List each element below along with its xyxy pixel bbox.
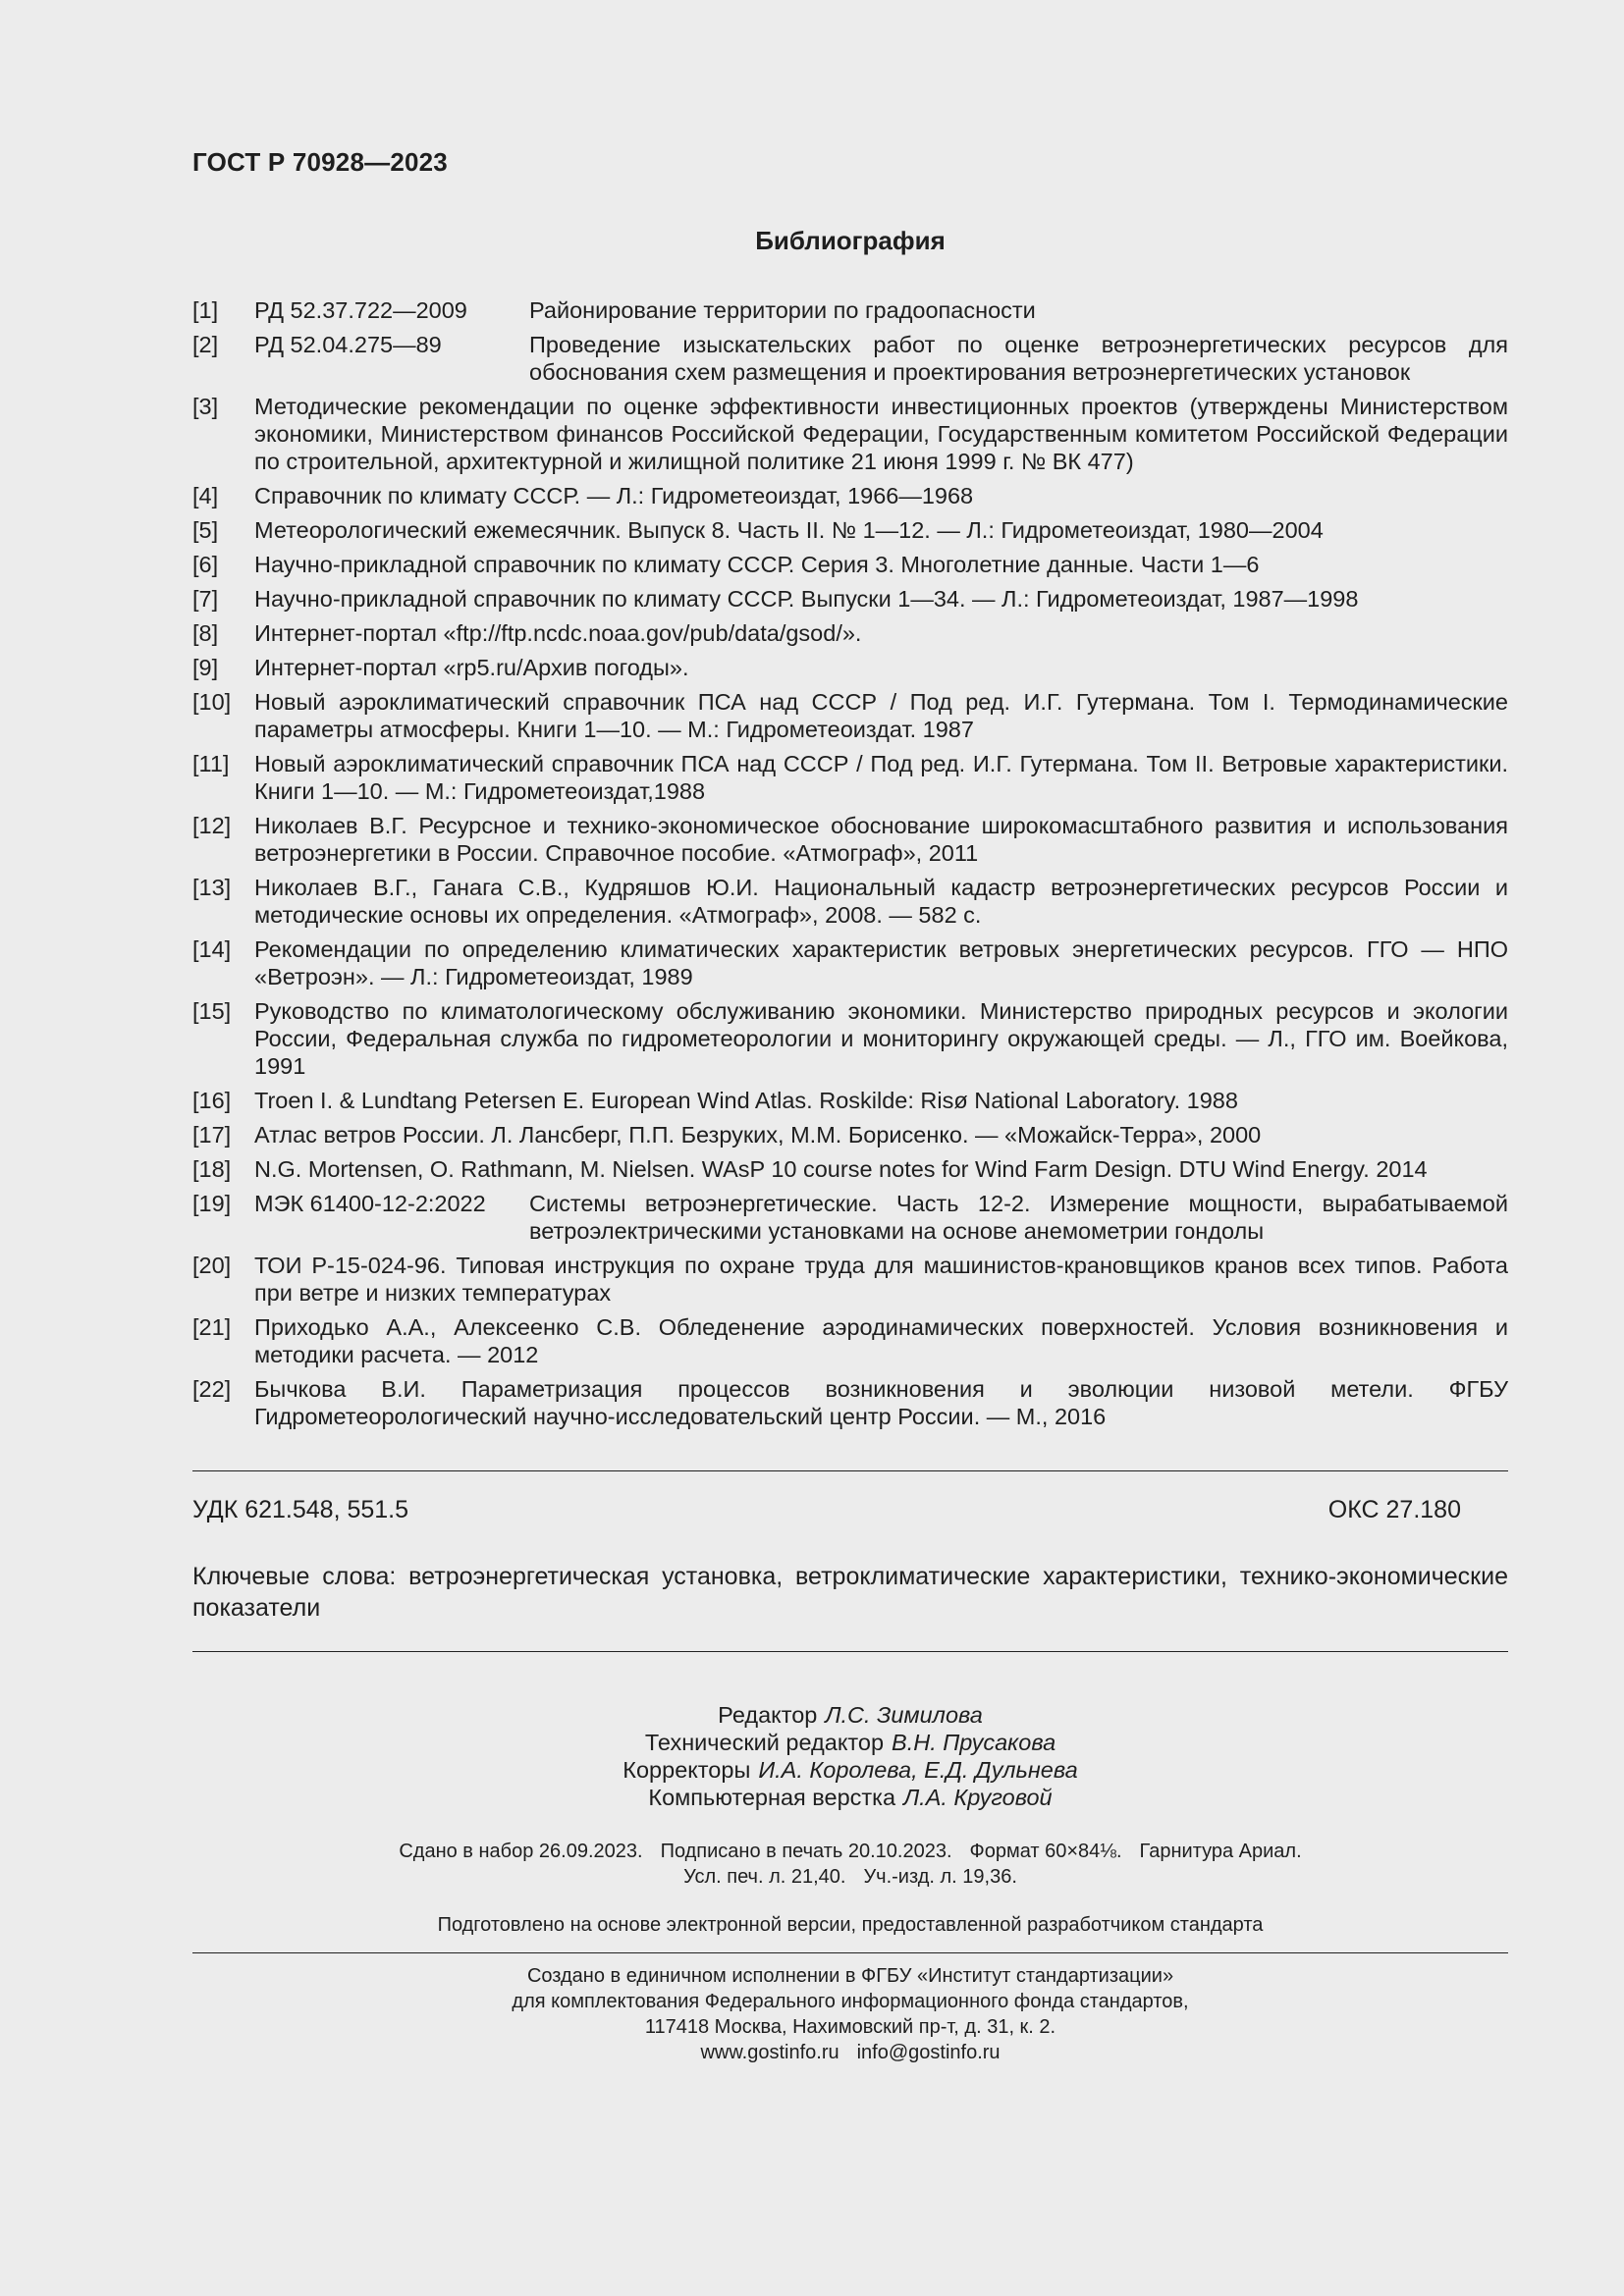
bib-item-18 bbox=[192, 1155, 1508, 1183]
bib-item-9 bbox=[192, 654, 1508, 681]
publisher-info bbox=[192, 1963, 1508, 2065]
bib-text: Руководство по климатологическому обслуживанию экономики. Министерство природных ресурсов и экологии России, Федеральная служба по гидрометеорологии и мониторингу окружающей среды. — Л., ГГО им. Воейкова, 1991 bbox=[254, 998, 1508, 1079]
bib-number: [17] bbox=[192, 1122, 232, 1148]
bib-number: [8] bbox=[192, 620, 219, 646]
print-info bbox=[192, 1839, 1508, 1890]
print-info-line-2 bbox=[192, 1864, 1508, 1890]
staff-layout bbox=[192, 1784, 1508, 1811]
publisher-address: 117418 Москва, Нахимовский пр-т, д. 31, к. 2. bbox=[644, 2016, 1056, 2038]
staff-role: Компьютерная верстка bbox=[648, 1785, 896, 1810]
bib-item-20 bbox=[192, 1252, 1508, 1307]
document-code: ГОСТ Р 70928—2023 bbox=[192, 147, 448, 177]
bib-number: [22] bbox=[192, 1376, 232, 1402]
bib-text: Troen I. & Lundtang Petersen E. European Wind Atlas. Roskilde: Risø National Laboratory. 1988 bbox=[254, 1088, 1238, 1113]
print-sheets: Усл. печ. л. 21,40. bbox=[683, 1866, 846, 1888]
staff-name: Л.А. Круговой bbox=[903, 1785, 1053, 1810]
bib-number: [21] bbox=[192, 1314, 232, 1340]
publisher-line-1: Создано в единичном исполнении в ФГБУ «Институт стандартизации» bbox=[526, 1965, 1174, 1987]
bib-number: [4] bbox=[192, 483, 219, 508]
bib-number: [14] bbox=[192, 936, 232, 962]
staff-role: Технический редактор bbox=[644, 1730, 885, 1755]
bib-item-21 bbox=[192, 1313, 1508, 1368]
staff-name: Л.С. Зимилова bbox=[825, 1702, 983, 1728]
bib-code: РД 52.04.275—89 bbox=[254, 332, 442, 357]
print-info-line-1 bbox=[192, 1839, 1508, 1864]
bib-number: [6] bbox=[192, 552, 219, 577]
publisher-sheets: Уч.-изд. л. 19,36. bbox=[863, 1866, 1017, 1888]
staff-role: Корректоры bbox=[623, 1757, 751, 1783]
bib-item-15 bbox=[192, 997, 1508, 1080]
staff-role: Редактор bbox=[718, 1702, 818, 1728]
bibliography-list bbox=[192, 296, 1508, 1437]
classification-row bbox=[192, 1496, 1508, 1524]
bib-number: [18] bbox=[192, 1156, 232, 1182]
bib-text: Справочник по климату СССР. — Л.: Гидрометеоиздат, 1966—1968 bbox=[254, 483, 974, 508]
publisher-contacts bbox=[192, 2040, 1508, 2065]
bib-text: Методические рекомендации по оценке эффективности инвестиционных проектов (утверждены Министерством экономики, Министерством финансов Российской Федерации, Государственным комитетом Российской Федерации по строительной, архитектурной и жилищной политике 21 июня 1999 г. № ВК 477) bbox=[254, 394, 1508, 474]
bib-item-3 bbox=[192, 393, 1508, 475]
staff-tech-editor bbox=[192, 1729, 1508, 1756]
prepared-note: Подготовлено на основе электронной версии, предоставленной разработчиком стандарта bbox=[437, 1914, 1264, 1936]
bib-text: Рекомендации по определению климатических характеристик ветровых энергетических ресурсов. ГГО — НПО «Ветроэн». — Л.: Гидрометеоиздат, 1989 bbox=[254, 936, 1508, 989]
bib-item-6 bbox=[192, 551, 1508, 578]
bib-text: Районирование территории по градоопасности bbox=[529, 297, 1036, 323]
typeset-date: Сдано в набор 26.09.2023. bbox=[399, 1841, 643, 1862]
bib-number: [15] bbox=[192, 998, 232, 1024]
bib-number: [11] bbox=[192, 751, 230, 776]
bib-item-5 bbox=[192, 516, 1508, 544]
bib-text: Системы ветроэнергетические. Часть 12-2. Измерение мощности, вырабатываемой ветроэлектрическими установками на основе анемометрии гондолы bbox=[529, 1191, 1508, 1244]
paper-format: Формат 60×84⅛. bbox=[969, 1841, 1122, 1862]
bib-text: Приходько А.А., Алексеенко С.В. Обледенение аэродинамических поверхностей. Условия возникновения и методики расчета. — 2012 bbox=[254, 1314, 1508, 1367]
bib-code: РД 52.37.722—2009 bbox=[254, 297, 467, 323]
bib-number: [1] bbox=[192, 297, 219, 323]
bib-text: Научно-прикладной справочник по климату СССР. Серия 3. Многолетние данные. Части 1—6 bbox=[254, 552, 1260, 577]
bib-text: Интернет-портал «rp5.ru/Архив погоды». bbox=[254, 655, 689, 680]
bib-number: [20] bbox=[192, 1253, 232, 1278]
bib-text: Бычкова В.И. Параметризация процессов возникновения и эволюции низовой метели. ФГБУ Гидрометеорологический научно-исследовательский центр России. — М., 2016 bbox=[254, 1376, 1508, 1429]
bib-code: МЭК 61400-12-2:2022 bbox=[254, 1191, 486, 1216]
staff-credits bbox=[192, 1701, 1508, 1811]
bib-number: [12] bbox=[192, 813, 232, 838]
bib-text: Метеорологический ежемесячник. Выпуск 8. Часть II. № 1—12. — Л.: Гидрометеоиздат, 1980—2004 bbox=[254, 517, 1324, 543]
bib-number: [5] bbox=[192, 517, 219, 543]
bib-item-12 bbox=[192, 812, 1508, 867]
bib-text: Научно-прикладной справочник по климату СССР. Выпуски 1—34. — Л.: Гидрометеоиздат, 1987—1998 bbox=[254, 586, 1359, 612]
signed-date: Подписано в печать 20.10.2023. bbox=[660, 1841, 952, 1862]
bib-number: [7] bbox=[192, 586, 219, 612]
staff-editor bbox=[192, 1701, 1508, 1729]
bib-number: [3] bbox=[192, 394, 219, 419]
divider-top bbox=[192, 1470, 1508, 1471]
bib-item-22 bbox=[192, 1375, 1508, 1430]
bibliography-title: Библиография bbox=[755, 226, 946, 255]
divider-bottom bbox=[192, 1952, 1508, 1953]
publisher-line-2: для комплектования Федерального информационного фонда стандартов, bbox=[512, 1991, 1189, 2012]
bib-item-17 bbox=[192, 1121, 1508, 1148]
bib-item-13 bbox=[192, 874, 1508, 929]
bib-item-10 bbox=[192, 688, 1508, 743]
bib-item-2 bbox=[192, 331, 1508, 386]
bib-item-16 bbox=[192, 1087, 1508, 1114]
bib-text: Интернет-портал «ftp://ftp.ncdc.noaa.gov/pub/data/gsod/». bbox=[254, 620, 862, 646]
bib-item-11 bbox=[192, 750, 1508, 805]
bib-number: [19] bbox=[192, 1191, 232, 1216]
udk-code: УДК 621.548, 551.5 bbox=[192, 1496, 409, 1523]
bib-text: Новый аэроклиматический справочник ПСА над СССР / Под ред. И.Г. Гутермана. Том I. Термодинамические параметры атмосферы. Книги 1—10. — М.: Гидрометеоиздат. 1987 bbox=[254, 689, 1508, 742]
bib-number: [13] bbox=[192, 875, 232, 900]
bib-text: Проведение изыскательских работ по оценке ветроэнергетических ресурсов для обоснования схем размещения и проектирования ветроэнергетических установок bbox=[529, 332, 1508, 385]
bib-item-19 bbox=[192, 1190, 1508, 1245]
bib-text: Атлас ветров России. Л. Лансберг, П.П. Безруких, М.М. Борисенко. — «Можайск-Терра», 2000 bbox=[254, 1122, 1262, 1148]
bib-text: Николаев В.Г. Ресурсное и технико-экономическое обоснование широкомасштабного развития и использования ветроэнергетики в России. Справочное пособие. «Атмограф», 2011 bbox=[254, 813, 1508, 866]
staff-proofreaders bbox=[192, 1756, 1508, 1784]
bib-item-14 bbox=[192, 935, 1508, 990]
keywords: Ключевые слова: ветроэнергетическая установка, ветроклиматические характеристики, технико-экономические показатели bbox=[192, 1563, 1508, 1622]
bib-item-4 bbox=[192, 482, 1508, 509]
staff-name: В.Н. Прусакова bbox=[892, 1730, 1056, 1755]
bib-text: Николаев В.Г., Ганага С.В., Кудряшов Ю.И. Национальный кадастр ветроэнергетических ресурсов России и методические основы их определения. «Атмограф», 2008. — 582 с. bbox=[254, 875, 1508, 928]
website-link[interactable]: www.gostinfo.ru bbox=[700, 2042, 839, 2063]
bib-item-8 bbox=[192, 619, 1508, 647]
oks-code: ОКС 27.180 bbox=[1327, 1496, 1461, 1523]
email-link[interactable]: info@gostinfo.ru bbox=[856, 2042, 1001, 2063]
bib-number: [2] bbox=[192, 332, 219, 357]
bib-number: [16] bbox=[192, 1088, 232, 1113]
bib-text: ТОИ Р-15-024-96. Типовая инструкция по охране труда для машинистов-крановщиков кранов всех типов. Работа при ветре и низких температурах bbox=[254, 1253, 1508, 1306]
bib-item-1 bbox=[192, 296, 1508, 324]
bib-number: [9] bbox=[192, 655, 219, 680]
bib-text: Новый аэроклиматический справочник ПСА над СССР / Под ред. И.Г. Гутермана. Том II. Ветровые характеристики. Книги 1—10. — М.: Гидрометеоиздат,1988 bbox=[254, 751, 1508, 804]
typeface: Гарнитура Ариал. bbox=[1139, 1841, 1302, 1862]
divider-middle bbox=[192, 1651, 1508, 1652]
bib-number: [10] bbox=[192, 689, 232, 715]
staff-name: И.А. Королева, Е.Д. Дульнева bbox=[758, 1757, 1078, 1783]
bib-item-7 bbox=[192, 585, 1508, 613]
bib-text: N.G. Mortensen, O. Rathmann, M. Nielsen. WAsP 10 course notes for Wind Farm Design. DTU Wind Energy. 2014 bbox=[254, 1156, 1428, 1182]
